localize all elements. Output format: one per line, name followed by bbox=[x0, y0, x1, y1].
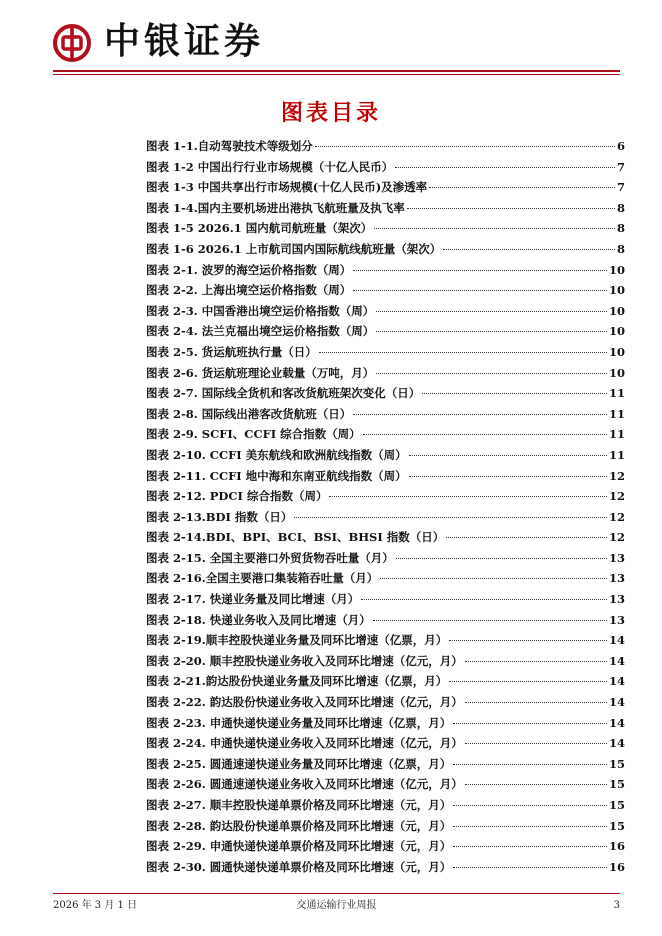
toc-entry[interactable] bbox=[146, 548, 625, 569]
toc-entry-label: 图表 2-18. 快递业务收入及同比增速（月） bbox=[146, 612, 371, 627]
toc-dot-leader bbox=[319, 352, 607, 353]
toc-entry-page: 13 bbox=[608, 550, 625, 565]
footer-divider bbox=[53, 893, 620, 894]
toc-entry-label: 图表 2-15. 全国主要港口外贸货物吞吐量（月） bbox=[146, 550, 394, 565]
toc-dot-leader bbox=[453, 846, 607, 847]
toc-entry[interactable] bbox=[146, 404, 625, 425]
toc-entry-label: 图表 1-1.自动驾驶技术等级划分 bbox=[146, 139, 313, 153]
toc-entry-label: 图表 2-13.BDI 指数（日） bbox=[146, 509, 293, 524]
toc-entry[interactable] bbox=[146, 260, 625, 281]
toc-entry-label: 图表 2-6. 货运航班理论业载量（万吨，月） bbox=[146, 365, 375, 380]
toc-entry-page: 10 bbox=[608, 365, 625, 380]
toc-dot-leader bbox=[315, 146, 615, 147]
toc-entry-label: 图表 2-8. 国际线出港客改货航班（日） bbox=[146, 406, 352, 421]
toc-entry[interactable] bbox=[146, 466, 625, 487]
toc-entry-page: 11 bbox=[608, 406, 625, 421]
toc-entry[interactable] bbox=[146, 198, 625, 219]
toc-entry[interactable] bbox=[146, 239, 625, 260]
footer-report-name: 交通运输行业周报 bbox=[296, 900, 377, 911]
toc-entry-page: 15 bbox=[608, 777, 625, 792]
page-title: 图表目录 bbox=[280, 101, 381, 126]
toc-entry-page: 11 bbox=[608, 447, 625, 462]
toc-entry-label: 图表 2-7. 国际线全货机和客改货航班架次变化（日） bbox=[146, 386, 421, 401]
toc-dot-leader bbox=[380, 578, 607, 579]
bank-of-china-logo-icon bbox=[53, 24, 91, 62]
toc-entry-label: 图表 2-12. PDCI 综合指数（周） bbox=[146, 489, 328, 504]
toc-entry[interactable] bbox=[146, 280, 625, 301]
toc-dot-leader bbox=[409, 455, 607, 456]
toc-entry-label: 图表 2-11. CCFI 地中海和东南亚航线指数（周） bbox=[146, 468, 407, 483]
toc-dot-leader bbox=[396, 558, 607, 559]
toc-entry-label: 图表 1-2 中国出行行业市场规模（十亿人民币） bbox=[146, 159, 394, 174]
toc-entry-label: 图表 2-2. 上海出境空运价格指数（周） bbox=[146, 283, 352, 298]
toc-entry-page: 14 bbox=[608, 674, 625, 689]
toc-dot-leader bbox=[465, 743, 607, 744]
page-footer bbox=[53, 898, 620, 914]
toc-entry-page: 10 bbox=[608, 324, 625, 339]
toc-dot-leader bbox=[395, 167, 615, 168]
toc-entry-page: 16 bbox=[608, 859, 625, 874]
toc-entry-page: 14 bbox=[608, 736, 625, 751]
toc-entry-page: 10 bbox=[608, 262, 625, 277]
toc-dot-leader bbox=[429, 187, 615, 188]
toc-entry-label: 图表 2-17. 快递业务量及同比增速（月） bbox=[146, 592, 360, 607]
brand-name: 中银证券 bbox=[104, 21, 265, 62]
toc-entry[interactable] bbox=[146, 507, 625, 528]
toc-dot-leader bbox=[361, 599, 607, 600]
toc-dot-leader bbox=[453, 805, 607, 806]
toc-entry[interactable] bbox=[146, 651, 625, 672]
toc-entry[interactable] bbox=[146, 157, 625, 178]
table-of-figures bbox=[146, 136, 625, 877]
toc-entry-label: 图表 2-5. 货运航班执行量（日） bbox=[146, 344, 317, 359]
toc-dot-leader bbox=[465, 661, 607, 662]
toc-dot-leader bbox=[465, 702, 607, 703]
toc-entry-label: 图表 2-19.顺丰控股快递业务量及同环比增速（亿票，月） bbox=[146, 633, 448, 648]
toc-entry[interactable] bbox=[146, 774, 625, 795]
toc-entry-page: 14 bbox=[608, 715, 625, 730]
toc-entry[interactable] bbox=[146, 527, 625, 548]
header-divider-thin bbox=[53, 74, 620, 75]
toc-entry[interactable] bbox=[146, 610, 625, 631]
toc-entry[interactable] bbox=[146, 568, 625, 589]
toc-entry-label: 图表 2-22. 韵达股份快递业务收入及同环比增速（亿元，月） bbox=[146, 695, 463, 710]
toc-dot-leader bbox=[465, 784, 607, 785]
toc-entry-label: 图表 2-20. 顺丰控股快递业务收入及同环比增速（亿元，月） bbox=[146, 653, 463, 668]
toc-entry[interactable] bbox=[146, 363, 625, 384]
toc-entry-page: 10 bbox=[608, 283, 625, 298]
toc-entry[interactable] bbox=[146, 816, 625, 837]
toc-dot-leader bbox=[376, 373, 607, 374]
toc-entry-label: 图表 2-4. 法兰克福出境空运价格指数（周） bbox=[146, 324, 375, 339]
toc-entry-label: 图表 2-24. 申通快递快递业务收入及同环比增速（亿元，月） bbox=[146, 736, 463, 751]
toc-entry[interactable] bbox=[146, 733, 625, 754]
toc-entry[interactable] bbox=[146, 342, 625, 363]
toc-dot-leader bbox=[376, 331, 607, 332]
toc-dot-leader bbox=[363, 434, 607, 435]
toc-entry[interactable] bbox=[146, 383, 625, 404]
toc-entry-label: 图表 2-16.全国主要港口集装箱吞吐量（月） bbox=[146, 571, 379, 586]
toc-dot-leader bbox=[453, 867, 607, 868]
footer-page-number: 3 bbox=[613, 900, 620, 911]
toc-entry-page: 7 bbox=[616, 159, 625, 174]
toc-entry-page: 11 bbox=[608, 386, 625, 401]
toc-dot-leader bbox=[329, 496, 607, 497]
toc-entry-page: 8 bbox=[616, 241, 625, 256]
toc-dot-leader bbox=[376, 311, 607, 312]
toc-dot-leader bbox=[353, 270, 607, 271]
toc-entry[interactable] bbox=[146, 177, 625, 198]
toc-entry-page: 14 bbox=[608, 653, 625, 668]
toc-entry-page: 10 bbox=[608, 344, 625, 359]
toc-entry-label: 图表 2-30. 圆通快递快递单票价格及同环比增速（元，月） bbox=[146, 859, 452, 874]
toc-entry[interactable] bbox=[146, 445, 625, 466]
toc-entry-page: 14 bbox=[608, 695, 625, 710]
toc-entry[interactable] bbox=[146, 486, 625, 507]
toc-entry-label: 图表 2-3. 中国香港出境空运价格指数（周） bbox=[146, 303, 375, 318]
toc-entry[interactable] bbox=[146, 857, 625, 878]
toc-dot-leader bbox=[453, 723, 607, 724]
toc-entry-page: 14 bbox=[608, 633, 625, 648]
toc-entry-label: 图表 2-9. SCFI、CCFI 综合指数（周） bbox=[146, 427, 361, 442]
toc-dot-leader bbox=[353, 414, 607, 415]
toc-entry-page: 13 bbox=[608, 612, 625, 627]
toc-entry-label: 图表 2-23. 申通快递快递业务量及同环比增速（亿票，月） bbox=[146, 715, 452, 730]
toc-entry-page: 12 bbox=[608, 530, 625, 545]
toc-entry-label: 图表 1-5 2026.1 国内航司航班量（架次） bbox=[146, 221, 373, 236]
toc-entry-page: 12 bbox=[608, 509, 625, 524]
toc-entry-page: 16 bbox=[608, 839, 625, 854]
toc-dot-leader bbox=[374, 228, 615, 229]
toc-dot-leader bbox=[449, 640, 607, 641]
toc-entry[interactable] bbox=[146, 218, 625, 239]
toc-entry-page: 10 bbox=[608, 303, 625, 318]
toc-entry[interactable] bbox=[146, 136, 625, 157]
toc-entry-page: 12 bbox=[608, 489, 625, 504]
toc-entry-page: 6 bbox=[616, 139, 625, 153]
toc-dot-leader bbox=[446, 537, 607, 538]
toc-dot-leader bbox=[294, 517, 607, 518]
toc-entry-page: 11 bbox=[608, 427, 625, 442]
toc-entry[interactable] bbox=[146, 671, 625, 692]
toc-entry-page: 15 bbox=[608, 756, 625, 771]
toc-entry-page: 7 bbox=[616, 180, 625, 195]
toc-entry[interactable] bbox=[146, 754, 625, 775]
toc-dot-leader bbox=[443, 249, 615, 250]
toc-entry-label: 图表 2-21.韵达股份快递业务量及同环比增速（亿票，月） bbox=[146, 674, 448, 689]
toc-entry-label: 图表 2-26. 圆通速递快递业务收入及同环比增速（亿元，月） bbox=[146, 777, 463, 792]
toc-entry-label: 图表 2-14.BDI、BPI、BCI、BSI、BHSI 指数（日） bbox=[146, 530, 445, 545]
toc-entry[interactable] bbox=[146, 795, 625, 816]
toc-entry-label: 图表 2-28. 韵达股份快递单票价格及同环比增速（元，月） bbox=[146, 818, 452, 833]
toc-entry-page: 13 bbox=[608, 571, 625, 586]
toc-entry[interactable] bbox=[146, 321, 625, 342]
toc-entry-label: 图表 2-1. 波罗的海空运价格指数（周） bbox=[146, 262, 352, 277]
toc-entry-page: 15 bbox=[608, 818, 625, 833]
header-divider bbox=[53, 70, 620, 72]
toc-entry-label: 图表 1-3 中国共享出行市场规模(十亿人民币)及渗透率 bbox=[146, 180, 428, 195]
toc-entry[interactable] bbox=[146, 301, 625, 322]
toc-entry-page: 13 bbox=[608, 592, 625, 607]
toc-entry[interactable] bbox=[146, 692, 625, 713]
toc-entry[interactable] bbox=[146, 713, 625, 734]
toc-entry[interactable] bbox=[146, 630, 625, 651]
toc-dot-leader bbox=[373, 620, 607, 621]
toc-dot-leader bbox=[449, 681, 607, 682]
toc-dot-leader bbox=[407, 208, 615, 209]
toc-entry-page: 15 bbox=[608, 798, 625, 812]
toc-entry-label: 图表 2-27. 顺丰控股快递单票价格及同环比增速（元，月） bbox=[146, 798, 452, 812]
toc-dot-leader bbox=[353, 290, 607, 291]
toc-dot-leader bbox=[422, 393, 607, 394]
toc-entry-label: 图表 2-25. 圆通速递快递业务量及同环比增速（亿票，月） bbox=[146, 756, 452, 771]
toc-entry-label: 图表 1-4.国内主要机场进出港执飞航班量及执飞率 bbox=[146, 200, 405, 215]
toc-entry[interactable] bbox=[146, 424, 625, 445]
footer-date: 2026 年 3 月 1 日 bbox=[53, 900, 138, 911]
toc-entry-page: 12 bbox=[608, 468, 625, 483]
toc-entry-label: 图表 2-29. 申通快递快递单票价格及同环比增速（元，月） bbox=[146, 839, 452, 854]
toc-entry[interactable] bbox=[146, 836, 625, 857]
toc-dot-leader bbox=[409, 476, 607, 477]
toc-dot-leader bbox=[453, 764, 607, 765]
toc-entry[interactable] bbox=[146, 589, 625, 610]
toc-entry-page: 8 bbox=[616, 200, 625, 215]
toc-entry-page: 8 bbox=[616, 221, 625, 236]
toc-entry-label: 图表 2-10. CCFI 美东航线和欧洲航线指数（周） bbox=[146, 447, 407, 462]
toc-dot-leader bbox=[453, 826, 607, 827]
toc-entry-label: 图表 1-6 2026.1 上市航司国内国际航线航班量（架次） bbox=[146, 241, 442, 256]
page-header bbox=[0, 0, 662, 76]
